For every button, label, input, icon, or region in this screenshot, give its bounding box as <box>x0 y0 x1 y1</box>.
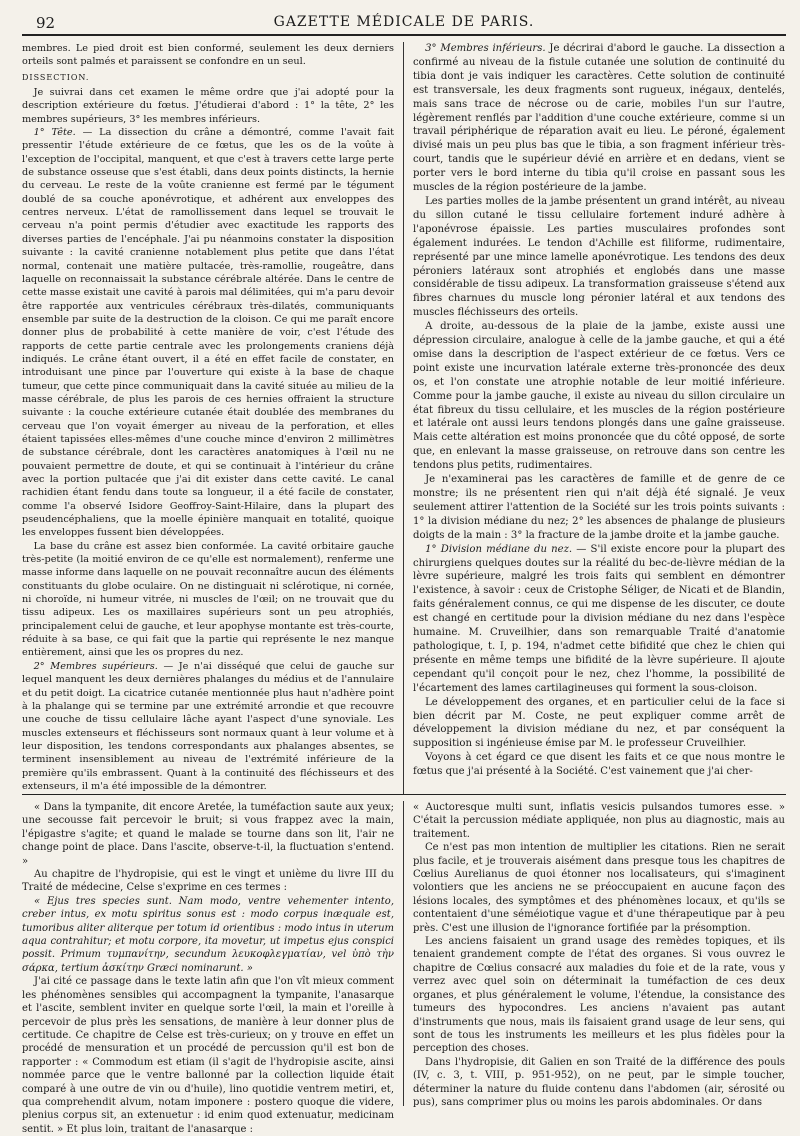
paragraph: Dans l'hydropisie, dit Galien en son Traité de la différence des pouls (IV, c. 3, t. VIII, p. 951-952), on ne peut, par le simple toucher, déterminer la nature du fluide contenu dans l'abdomen (air, sérosité ou pus), sans comprimer plus ou moins les parois abdominales. Or dans <box>413 1056 785 1108</box>
section-rule <box>22 794 786 795</box>
paragraph: « Dans la tympanite, dit encore Aretée, la tuméfaction saute aux yeux; une secousse fait percevoir le bruit; si vous frappez avec la main, l'épigastre s'agite; et quand le malade se tourne dans son lit, l'air ne change point de place. Dans l'ascite, observe-t-il, la fluctuation s'entend. » <box>22 802 394 867</box>
latin-quote: « Ejus tres species sunt. Nam modo, ventre vehementer intento, creber intus, ex motu spiritus sonus est : modo corpus inæquale est, tumoribus aliter aliterque per totum id orientibus : modo intus in uterum aqua contrahitur; et motu corpore, ita movetur, ut impetus ejus conspici possit. Primum τυμπανίτην, secundum λευκοφλεγματίαν, vel ὑπὸ τὴν σάρκα, tertium ἀσκίτην Græci nominarunt. » <box>22 895 394 974</box>
section-title-dissection: DISSECTION. <box>22 72 90 82</box>
paragraph <box>413 543 785 696</box>
column-divider <box>403 801 404 1106</box>
paragraph <box>22 126 394 540</box>
paragraph: A droite, au-dessous de la plaie de la jambe, existe aussi une dépression circulaire, analogue à celle de la jambe gauche, et qui a été omise dans la description de l'aspect extérieur de ce fœtus. Vers ce point existe une incurvation latérale externe très-prononcée des deux os, et l'on constate une atrophie notable de leur moitié inférieure. Comme pour la jambe gauche, il existe au niveau du sillon circulaire un état fibreux du tissu cellulaire, et les muscles de la région postérieure et latérale ont aussi leurs tendons plongés dans une gaîne graisseuse. Mais cette altération est moins prononcée que du côté opposé, de sorte que, en enlevant la masse graisseuse, on retrouve dans son centre les tendons plus petits, rudimentaires. <box>413 321 785 472</box>
paragraph: Voyons à cet égard ce que disent les faits et ce que nous montre le fœtus que j'ai présenté à la Société. C'est vainement que j'ai cher- <box>413 752 785 778</box>
paragraph: Les anciens faisaient un grand usage des remèdes topiques, et ils tenaient grandement compte de l'état des organes. Si vous ouvrez le chapitre de Cœlius consacré aux maladies du foie et de la rate, vous y verrez avec quel soin on déterminait la tuméfaction de ces deux organes, et plus généralement le volume, l'étendue, la consistance des tumeurs des hypocondres. Les anciens n'avaient pas autant d'instruments que nous, mais ils faisaient grand usage de leur sens, qui sont de tous les instruments les meilleurs et les plus fidèles pour la perception des choses. <box>413 936 785 1055</box>
column-divider <box>403 42 404 794</box>
header-rule <box>22 34 786 36</box>
paragraph: Je n'examinerai pas les caractères de famille et de genre de ce monstre; ils ne présentent rien qui n'ait déjà été signalé. Je veux seulement attirer l'attention de la Société sur les trois points suivants : 1° la division médiane du nez; 2° les absences de phalange de plusieurs doigts de la main : 3° la fracture de la jambe droite et la jambe gauche. <box>413 474 785 541</box>
paragraph: Au chapitre de l'hydropisie, qui est le vingt et unième du livre III du Traité de médecine, Celse s'exprime en ces termes : <box>22 869 394 894</box>
paragraph: J'ai cité ce passage dans le texte latin afin que l'on vît mieux comment les phénomènes sensibles qui accompagnent la tympanite, l'anasarque et l'ascite, semblent inviter en quelque sorte l'œil, la main et l'oreille à percevoir de plus près les sensations, de manière à leur donner plus de certitude. Ce chapitre de Celse est très-curieux; on y trouve en effet un procédé de mensuration et un procédé de percussion qu'il est bon de rapporter : « Commodum est etiam (il s'agit de l'hydropisie ascite, ainsi nommée parce que le ventre ballonné par la collection liquide était comparé à une outre de vin ou d'huile), lino quotidie ventrem metiri, et, qua comprehendit alvum, notam imponere : postero quoque die videre, plenius corpus sit, an extenuetur : id enim quod extenuatur, medicinam sentit. » Et plus loin, traitant de l'anasarque : <box>22 976 394 1135</box>
paragraph: « Auctoresque multi sunt, inflatis vesicis pulsandos tumores esse. » C'était la percussion médiate appliquée, non plus au diagnostic, mais au traitement. <box>413 802 785 840</box>
lower-left-column <box>22 801 394 1135</box>
paragraph-heading: 1° Division médiane du nez. <box>425 543 573 555</box>
paragraph-heading: 2° Membres supérieurs. <box>33 660 158 672</box>
paragraph: membres. Le pied droit est bien conformé, seulement les deux derniers orteils sont palmés et paraissent se confondre en un seul. <box>22 43 394 68</box>
paragraph: La base du crâne est assez bien conformée. La cavité orbitaire gauche très-petite (la moitié environ de ce qu'elle est normalement), renferme une masse informe dans laquelle on ne pouvait reconnaître aucun des éléments constituants du globe oculaire. On ne distinguait ni sclérotique, ni cornée, ni choroïde, ni humeur vitrée, ni muscles de l'œil; on ne trouvait que du tissu adipeux. Les os maxillaires supérieurs sont un peu atrophiés, principalement celui de gauche, et leur apophyse montante est très-courte, réduite à sa base, ce qui fait que la partie qui représente le nez manque entièrement, ainsi que les os propres du nez. <box>22 540 394 659</box>
running-title: GAZETTE MÉDICALE DE PARIS. <box>273 14 535 30</box>
paragraph-heading: 1° Tête. <box>33 127 76 139</box>
upper-article <box>22 42 786 794</box>
paragraph-text: Je décrirai d'abord le gauche. La dissection a confirmé au niveau de la fistule cutanée une solution de continuité du tibia dont je vais indiquer les caractères. Cette solution de continuité est transversale, les deux fragments sont rugueux, inégaux, dentelés, mais sans trace de nécrose ou de carie, mobiles l'un sur l'autre, légèrement renflés par l'addition d'une couche extérieure, comme si un travail périphérique de réparation avait eu lieu. Le péroné, également divisé mais un peu plus bas que le tibia, a son fragment inférieur très-court, tandis que le supérieur dévié en arrière et en dedans, vient se porter vers le bord interne du tibia qu'il croise en passant sous les muscles de la région postérieure de la jambe. <box>413 43 785 194</box>
paragraph-text: — Je n'ai disséqué que celui de gauche sur lequel manquent les deux dernières phalanges du médius et de l'annulaire et du petit doigt. La cicatrice cutanée mentionnée plus haut n'adhère point à la phalange qui se termine par une extrémité arrondie et que recouvre une couche de tissu cellulaire lâche ayant l'aspect d'une synoviale. Les muscles extenseurs et fléchisseurs sont normaux quant à leur volume et à leur disposition, les tendons correspondants aux phalanges absentes, se terminent insensiblement au niveau de l'extrémité inférieure de la première qu'ils embrassent. Quant à la continuité des fléchisseurs et des extenseurs, il m'a été impossible de la démontrer. <box>22 660 394 792</box>
lower-article <box>22 801 786 1135</box>
paragraph: Je suivrai dans cet examen le même ordre que j'ai adopté pour la description extérieure du fœtus. J'étudierai d'abord : 1° la tête, 2° les membres supérieurs, 3° les membres inférieurs. <box>22 87 394 125</box>
page-header <box>22 0 786 34</box>
upper-left-column <box>22 42 394 794</box>
paragraph: Le développement des organes, et en particulier celui de la face si bien décrit par M. Coste, ne peut expliquer comme arrêt de développement la division médiane du nez, et par conséquent la supposition si ingénieuse émise par M. le professeur Cruveilhier. <box>413 696 785 750</box>
upper-right-column <box>413 42 785 794</box>
page-number: 92 <box>36 14 56 32</box>
paragraph <box>413 42 785 195</box>
paragraph: Ce n'est pas mon intention de multiplier les citations. Rien ne serait plus facile, et je trouverais aisément dans presque tous les chapitres de Cœlius Aurelianus de quoi étonner nos localisateurs, qui s'imaginent volontiers que les anciens ne se préoccupaient en aucune façon des lésions locales, des symptômes et des phénomènes locaux, et qu'ils se contentaient d'une séméiotique vague et d'une thérapeutique par à peu près. C'est une illusion de l'ignorance fortifiée par la présomption. <box>413 842 785 934</box>
paragraph-text: — S'il existe encore pour la plupart des chirurgiens quelques doutes sur la réalité du bec-de-lièvre médian de la lèvre supérieure, malgré les trois faits qui semblent en démontrer l'existence, à savoir : ceux de Cristophe Séliger, de Nicati et de Blandin, faits généralement connus, ce qui me dispense de les discuter, ce doute est changé en certitude pour la division médiane du nez dans l'espèce humaine. M. Cruveilhier, dans son remarquable Traité d'anatomie pathologique, t. I, p. 194, n'admet cette bifidité que chez le chien qui présente en même temps une bifidité de la lèvre supérieure. Il ajoute cependant qu'il conçoit pour le nez, chez l'homme, la possibilité de l'écartement des lames cartilagineuses qui forment la sous-cloison. <box>413 543 786 694</box>
paragraph-text: — La dissection du crâne a démontré, comme l'avait fait pressentir l'étude extérieure de ce fœtus, que les os de la voûte à l'exception de l'occipital, manquent, et que c'est à travers cette large perte de substance osseuse que s'est établi, dans deux points distincts, la hernie du cerveau. Le reste de la voûte cranienne est fermé par le tégument doublé de sa couche aponévrotique, et adhérent aux enveloppes des centres nerveux. L'état de ramollissement dans lequel se trouvait le cerveau n'a point permis d'étudier avec exactitude les rapports des diverses parties de l'encéphale. J'ai pu néanmoins constater la disposition suivante : la cavité cranienne notablement plus petite que dans l'état normal, contenait une matière pultacée, très-ramollie, rougeâtre, dans laquelle on reconnaissait la substance cérébrale altérée. Dans le centre de cette masse existait une cavité à parois mal délimitées, qui m'a paru devoir être rapportée aux ventricules cérébraux très-dilatés, communiquants ensemble par suite de la destruction de la cloison. Ce qui me paraît encore donner plus de probabilité à cette manière de voir, c'est l'étude des rapports de cette partie centrale avec les prolongements craniens déjà indiqués. Le crâne étant ouvert, il a été en effet facile de constater, en introduisant une pince par l'ouverture qui existe à la base de chaque tumeur, que cette pince communiquait dans la cavité située au milieu de la masse cérébrale, de plus les parois de ces hernies offraient la structure suivante : la couche extérieure cutanée était doublée des membranes du cerveau que l'on voyait émerger au niveau de la perforation, et elles étaient tapissées elles-mêmes d'une couche mince d'environ 2 millimètres de substance cérébrale, dont les caractères anatomiques à l'œil nu ne pouvaient permettre de doute, et qui se continuait à l'intérieur du crâne avec la portion pultacée que j'ai dit exister dans cette cavité. Le canal rachidien étant fendu dans toute sa longueur, il a été facile de constater, comme l'a observé Isidore Geoffroy-Saint-Hilaire, dans la plupart des pseudencéphaliens, que la moelle épinière manquait en totalité, quoique les enveloppes fussent bien développées. <box>22 127 394 539</box>
lower-right-column <box>413 801 785 1106</box>
paragraph-heading: 3° Membres inférieurs. <box>425 43 546 54</box>
paragraph <box>22 660 394 793</box>
paragraph: Les parties molles de la jambe présentent un grand intérêt, au niveau du sillon cutané le tissu cellulaire fortement induré adhère à l'aponévrose épaissie. Les parties musculaires profondes sont également indurées. Le tendon d'Achille est filiforme, rudimentaire, représenté par une mince lamelle aponévrotique. Les tendons des deux péroniers latéraux sont atrophiés et englobés dans une masse considérable de tissu adipeux. La transformation graisseuse s'étend aux fibres charnues du muscle long péronier latéral et aux tendons des muscles fléchisseurs des orteils. <box>413 195 785 319</box>
